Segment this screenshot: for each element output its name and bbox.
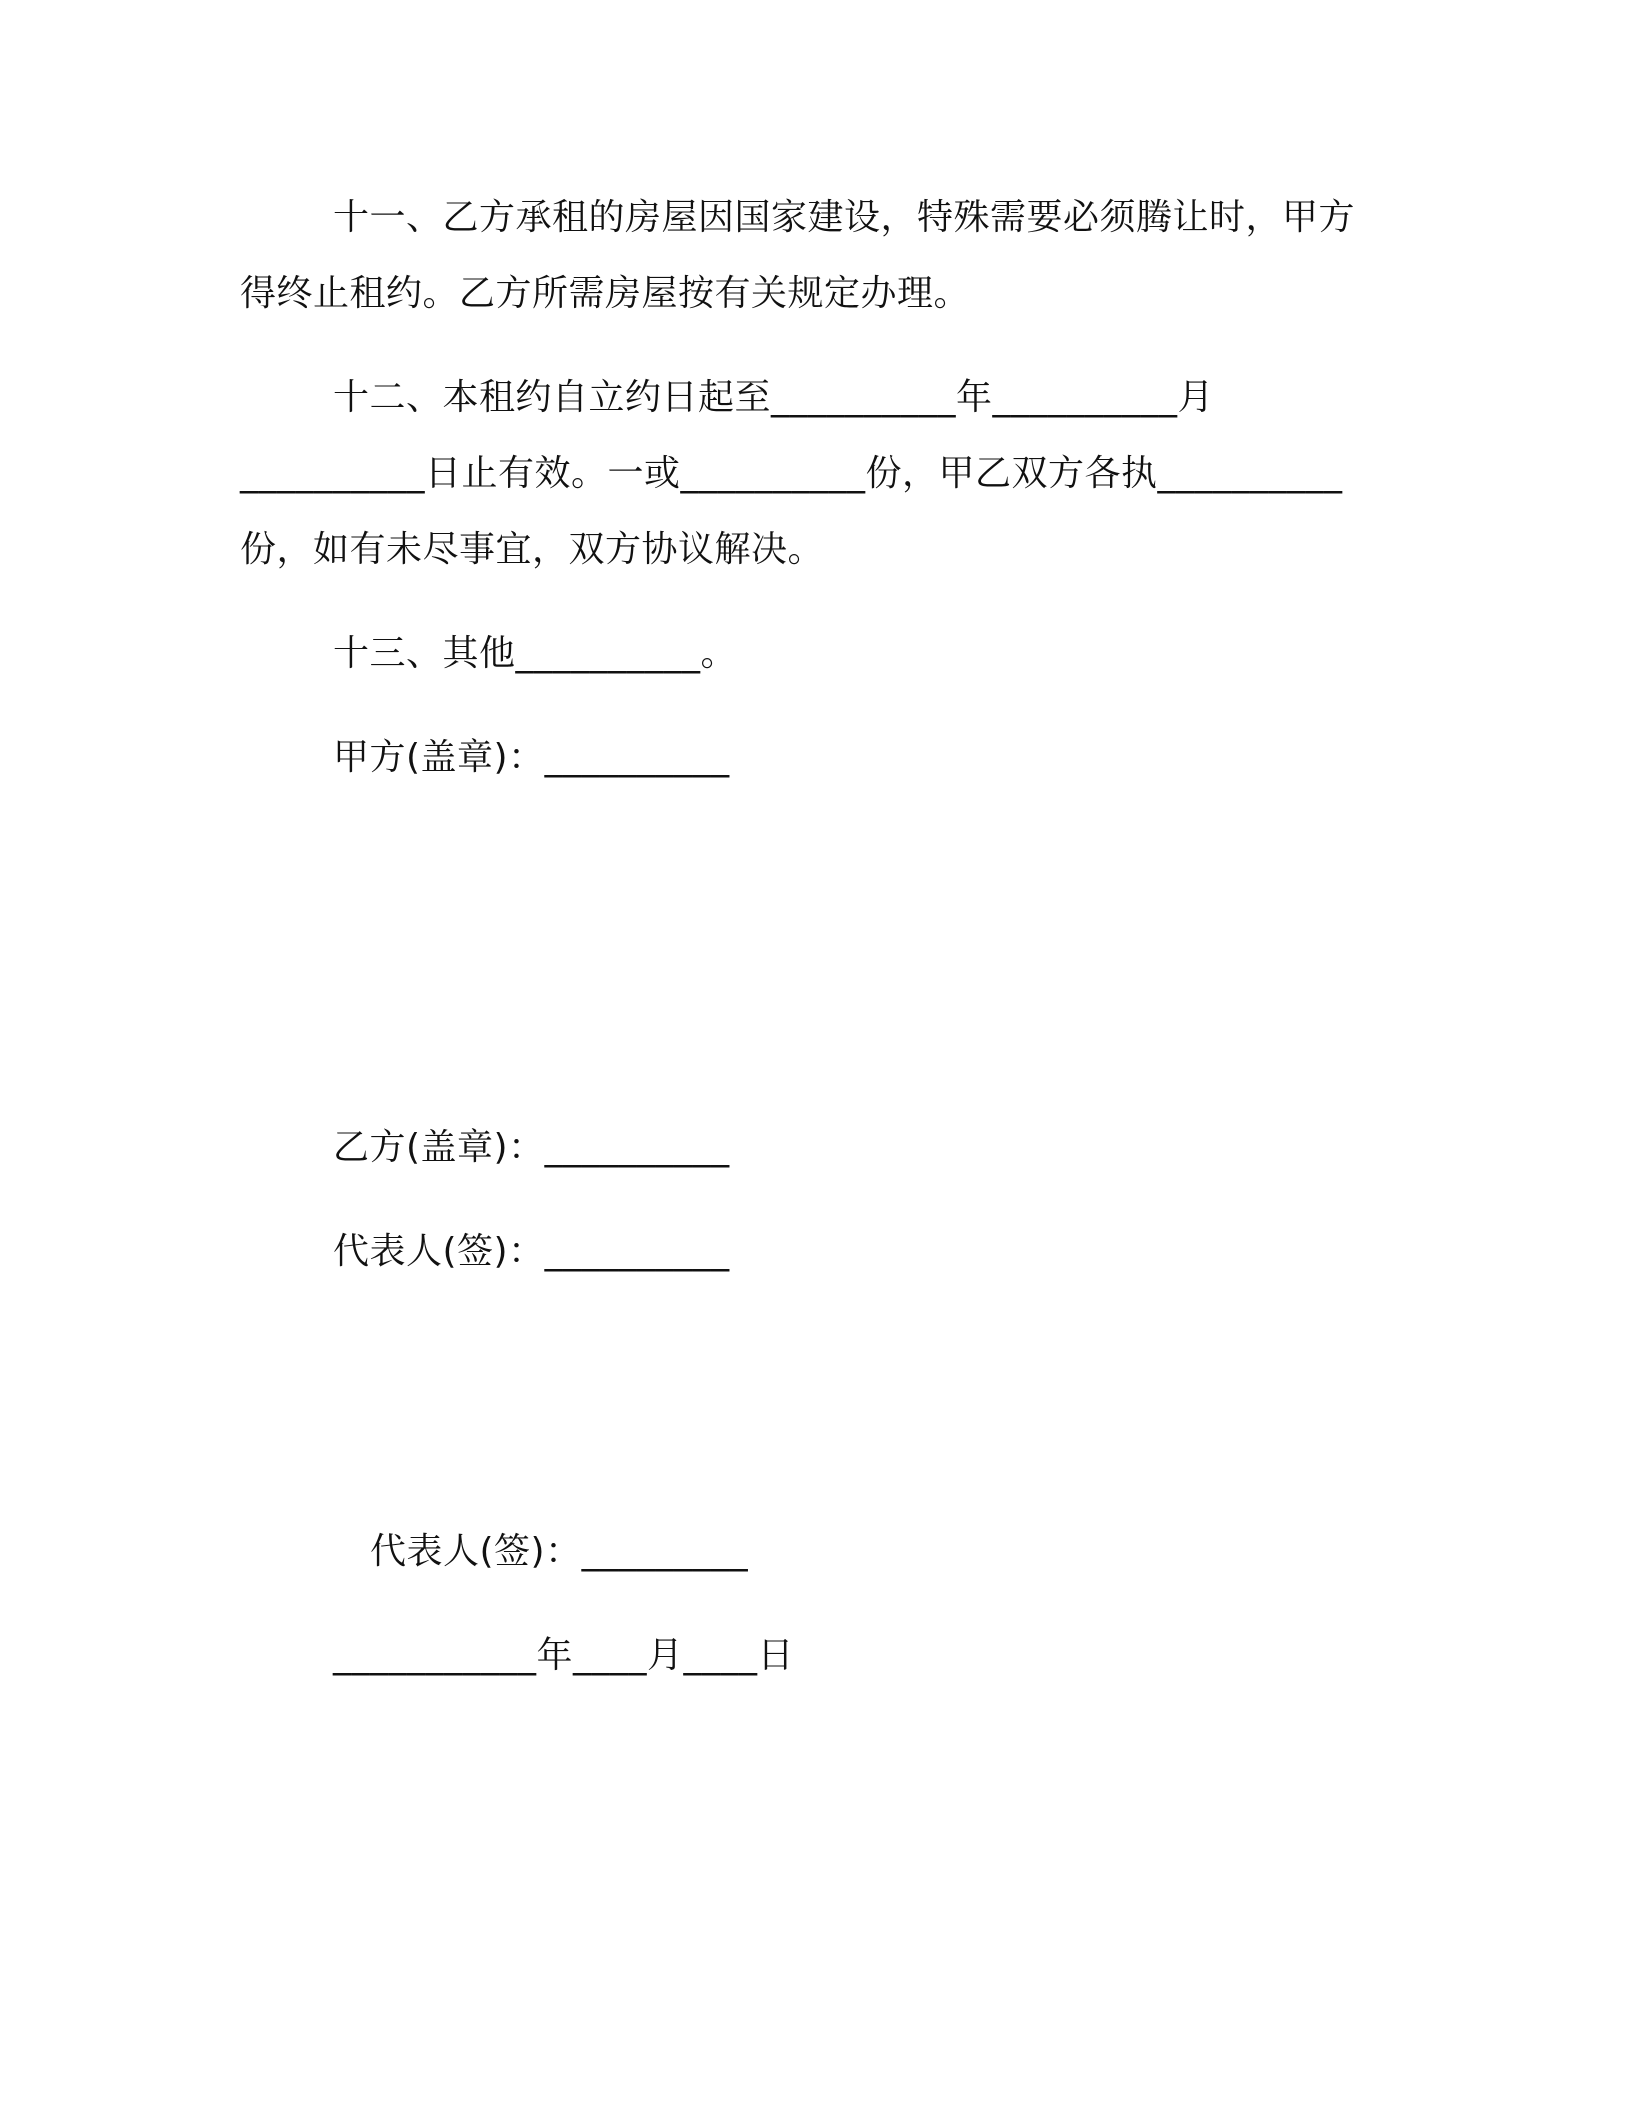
clause-13: 十三、其他__________。 — [333, 633, 738, 674]
party-b-seal-field: 乙方(盖章)：__________ — [333, 1127, 730, 1168]
representative-sign-field-2: 代表人(签)：_________ — [370, 1531, 749, 1572]
clause-12-line-3: 份，如有未尽事宜，双方协议解决。 — [240, 529, 825, 570]
representative-sign-field-1: 代表人(签)：__________ — [333, 1231, 730, 1272]
clause-12-line-1: 十二、本租约自立约日起至__________年__________月 — [333, 377, 1215, 418]
clause-12-line-2: __________日止有效。一或__________份，甲乙双方各执__________ — [240, 453, 1343, 494]
clause-11-line-2: 得终止租约。乙方所需房屋按有关规定办理。 — [240, 273, 971, 314]
date-line: ___________年____月____日 — [333, 1635, 794, 1676]
clause-11-line-1: 十一、乙方承租的房屋因国家建设，特殊需要必须腾让时，甲方 — [333, 197, 1356, 238]
party-a-seal-field: 甲方(盖章)：__________ — [333, 737, 730, 778]
